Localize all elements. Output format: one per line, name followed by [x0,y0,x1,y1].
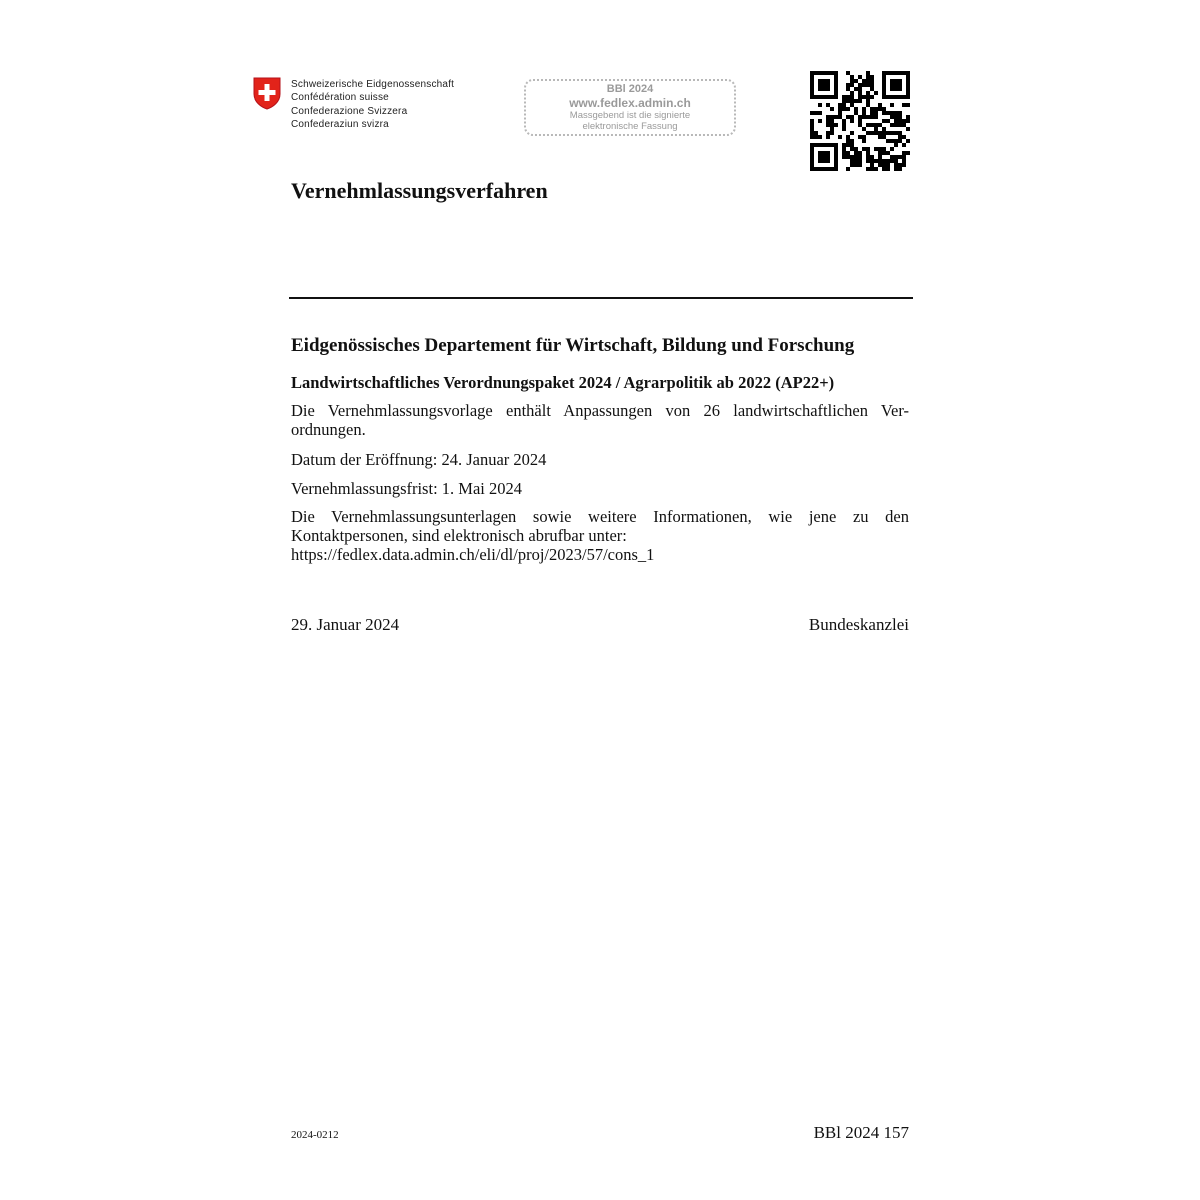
divider-rule [289,297,913,299]
page-citation: BBl 2024 157 [813,1123,909,1142]
page-title: Vernehmlassungsverfahren [291,178,548,203]
department-heading: Eidgenössisches Departement für Wirtschaft, Bildung und Forschung [291,335,855,356]
documents-line-2: Kontaktpersonen, sind elektronisch abrufbar unter: [291,526,627,545]
stamp-line-4: elektronische Fassung [582,121,678,132]
issuing-authority: Bundeskanzlei [808,615,909,634]
opening-date: Datum der Eröffnung: 24. Januar 2024 [291,450,547,469]
swiss-cross-shield-icon [253,77,281,110]
federation-names [291,78,454,131]
description-line-1: Die Vernehmlassungsvorlage enthält Anpassungen von 26 landwirtschaftlichen Ver- [291,401,909,420]
federation-name-rm: Confederaziun svizra [291,118,389,130]
stamp-line-3: Massgebend ist die signierte [569,110,691,121]
federation-name-fr: Confédération suisse [291,92,389,104]
subject-heading: Landwirtschaftliches Verordnungspaket 2024 / Agrarpolitik ab 2022 (AP22+) [291,373,835,392]
description-paragraph [291,401,909,439]
consultation-deadline: Vernehmlassungsfrist: 1. Mai 2024 [291,479,522,498]
publication-date: 29. Januar 2024 [291,615,400,634]
federation-name-it: Confederazione Svizzera [291,105,408,117]
federation-name-de: Schweizerische Eidgenossenschaft [291,79,455,90]
stamp-line-1: BBl 2024 [606,83,654,95]
publication-stamp [524,79,736,136]
stamp-line-2: www.fedlex.admin.ch [569,96,691,110]
documents-paragraph [291,507,909,564]
qr-code-icon [810,71,910,171]
document-number: 2024-0212 [291,1129,339,1141]
description-line-2: ordnungen. [291,420,366,439]
documents-url[interactable]: https://fedlex.data.admin.ch/eli/dl/proj/2023/57/cons_1 [291,545,655,564]
documents-line-1: Die Vernehmlassungsunterlagen sowie weitere Informationen, wie jene zu den [291,507,909,526]
